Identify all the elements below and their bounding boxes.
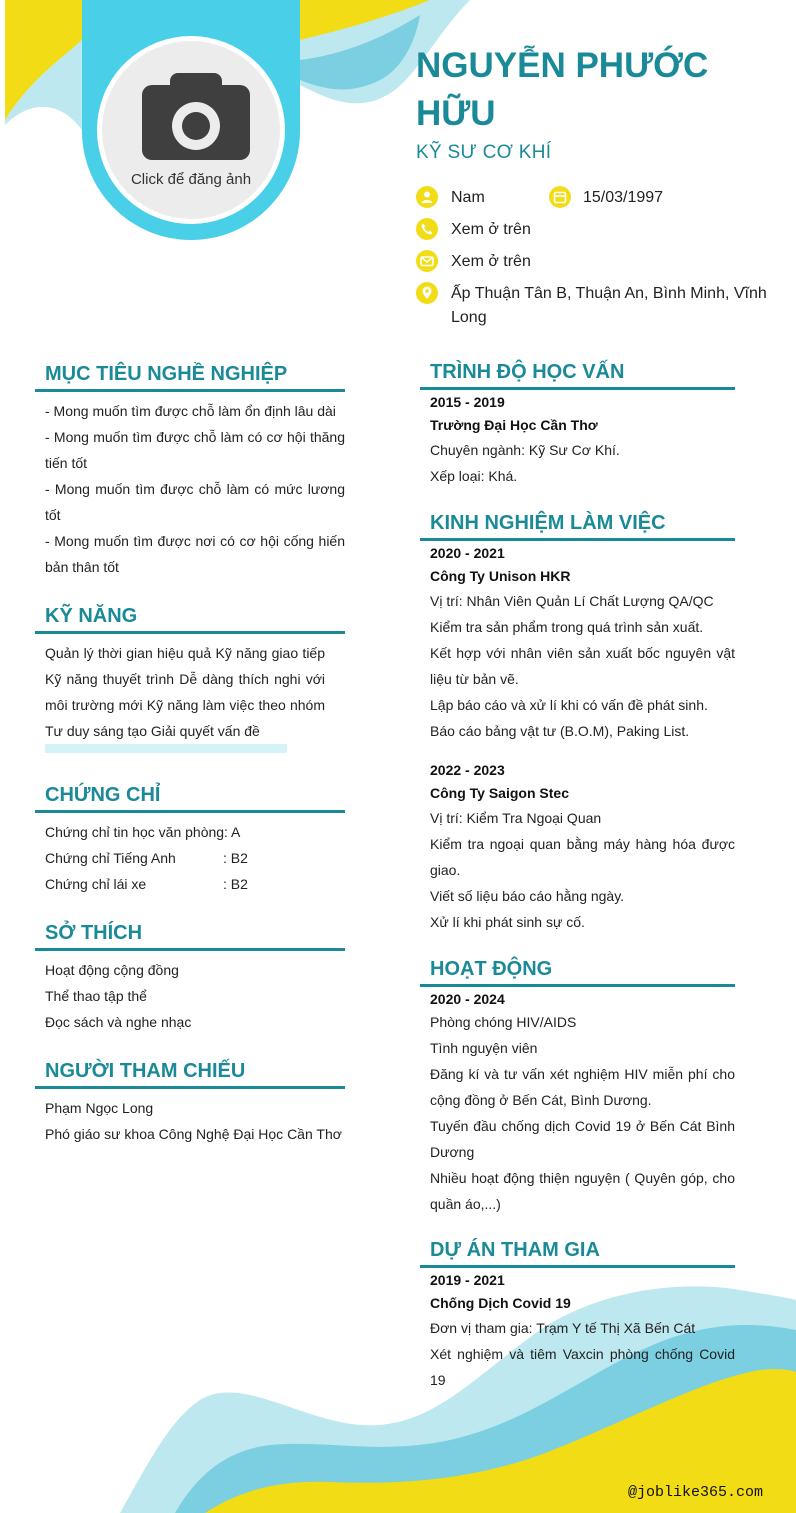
photo-upload-caption: Click để đăng ảnh (130, 171, 252, 188)
project-name: Chống Dịch Covid 19 (430, 1295, 571, 1311)
activity-line: Tuyến đầu chống dịch Covid 19 ở Bến Cát Bình Dương (430, 1118, 735, 1160)
project-details (430, 1315, 735, 1393)
gender-value: Nam (451, 189, 485, 206)
activity-line: Phòng chóng HIV/AIDS (430, 1014, 577, 1030)
objective-item: - Mong muốn tìm được nơi có cơ hội cống hiến bản thân tốt (45, 533, 345, 575)
activity-line: Tình nguyện viên (430, 1040, 538, 1056)
certificates-divider (35, 810, 345, 813)
reference-item: Phó giáo sư khoa Công Nghệ Đại Học Cần Thơ (45, 1126, 342, 1142)
project-line: Đơn vị tham gia: Trạm Y tế Thị Xã Bến Cát (430, 1320, 696, 1336)
birthday-value: 15/03/1997 (583, 189, 664, 206)
skills-text: Quản lý thời gian hiệu quả Kỹ năng giao tiếp Kỹ năng thuyết trình Dễ dàng thích nghi với môi trường mới Kỹ năng làm việc theo nhóm Tư duy sáng tạo Giải quyết vấn đề (45, 645, 325, 739)
certificate-item: Chứng chỉ tin học văn phòng: A (45, 824, 241, 840)
hobbies-divider (35, 948, 345, 951)
job-period: 2020 - 2021 (430, 545, 505, 561)
job-line: Vị trí: Kiểm Tra Ngoại Quan (430, 810, 602, 826)
user-icon (416, 186, 438, 208)
skills-divider (35, 631, 345, 634)
projects-title: DỰ ÁN THAM GIA (430, 1239, 600, 1261)
job-line: Báo cáo bảng vật tư (B.O.M), Paking List. (430, 723, 690, 739)
activities-list (430, 1009, 735, 1217)
phone-icon (416, 218, 438, 240)
references-list (45, 1095, 365, 1147)
job-company: Công Ty Saigon Stec (430, 785, 569, 801)
certificates-title: CHỨNG CHỈ (45, 784, 161, 806)
phone-value: Xem ở trên (451, 221, 531, 238)
job-details (430, 588, 735, 744)
reference-item: Phạm Ngọc Long (45, 1100, 154, 1116)
objective-item: - Mong muốn tìm được chỗ làm có mức lương tốt (45, 481, 345, 523)
activities-divider (420, 984, 735, 987)
skills-title: KỸ NĂNG (45, 605, 138, 627)
education-title: TRÌNH ĐỘ HỌC VẤN (430, 361, 625, 383)
experience-title: KINH NGHIỆM LÀM VIỆC (430, 512, 666, 534)
job-line: Xử lí khi phát sinh sự cố. (430, 914, 585, 930)
references-divider (35, 1086, 345, 1089)
camera-lens-inner-icon (182, 112, 210, 140)
job-period: 2022 - 2023 (430, 762, 505, 778)
address-value: Ấp Thuận Tân B, Thuận An, Bình Minh, Vĩnh Long (451, 285, 767, 326)
email-icon (416, 250, 438, 272)
references-title: NGƯỜI THAM CHIẾU (45, 1060, 246, 1082)
education-divider (420, 387, 735, 390)
certificate-item: Chứng chỉ lái xe : B2 (45, 876, 248, 892)
hobby-item: Thể thao tập thể (45, 988, 147, 1004)
hobbies-title: SỞ THÍCH (45, 922, 143, 944)
education-details (430, 437, 735, 489)
objective-divider (35, 389, 345, 392)
hobby-item: Đọc sách và nghe nhạc (45, 1014, 192, 1030)
job-line: Vị trí: Nhân Viên Quản Lí Chất Lượng QA/QC (430, 593, 714, 609)
project-line: Xét nghiệm và tiêm Vaxcin phòng chống Covid 19 (430, 1346, 735, 1388)
education-line: Chuyên ngành: Kỹ Sư Cơ Khí. (430, 442, 620, 458)
certificate-item: Chứng chỉ Tiếng Anh : B2 (45, 850, 248, 866)
job-title: KỸ SƯ CƠ KHÍ (416, 142, 552, 163)
objective-item: - Mong muốn tìm được chỗ làm ổn định lâu dài (45, 403, 336, 419)
objective-list (45, 398, 345, 580)
activities-period: 2020 - 2024 (430, 991, 505, 1007)
experience-divider (420, 538, 735, 541)
job-line: Kết hợp với nhân viên sản xuất bốc nguyên vật liệu từ bản vẽ. (430, 645, 735, 687)
education-period: 2015 - 2019 (430, 394, 505, 410)
calendar-icon (549, 186, 571, 208)
education-line: Xếp loại: Khá. (430, 468, 518, 484)
location-pin-icon (416, 282, 438, 304)
hobby-item: Hoạt động cộng đồng (45, 962, 179, 978)
activity-line: Nhiều hoạt động thiện nguyện ( Quyên góp, cho quần áo,...) (430, 1170, 735, 1212)
hobbies-list (45, 957, 345, 1035)
candidate-name: NGUYỄN PHƯỚC HỮU (416, 46, 709, 133)
job-line: Viết số liệu báo cáo hằng ngày. (430, 888, 625, 904)
education-school: Trường Đại Học Cần Thơ (430, 417, 598, 433)
watermark: @joblike365.com (628, 1484, 764, 1501)
objective-title: MỤC TIÊU NGHỀ NGHIỆP (45, 363, 288, 385)
job-line: Kiểm tra sản phẩm trong quá trình sản xuất. (430, 619, 704, 635)
activity-line: Đăng kí và tư vấn xét nghiệm HIV miễn phí cho cộng đồng ở Bến Cát, Bình Dương. (430, 1066, 735, 1108)
activities-title: HOẠT ĐỘNG (430, 958, 553, 980)
objective-item: - Mong muốn tìm được chỗ làm có cơ hội thăng tiến tốt (45, 429, 345, 471)
avatar-upload[interactable] (97, 36, 285, 224)
project-period: 2019 - 2021 (430, 1272, 505, 1288)
job-line: Lập báo cáo và xử lí khi có vấn đề phát sinh. (430, 697, 708, 713)
skills-level-bar (45, 744, 287, 753)
email-value: Xem ở trên (451, 253, 531, 270)
certificates-list (45, 819, 345, 897)
job-details (430, 805, 735, 935)
job-line: Kiểm tra ngoại quan bằng máy hàng hóa được giao. (430, 836, 735, 878)
projects-divider (420, 1265, 735, 1268)
job-company: Công Ty Unison HKR (430, 568, 571, 584)
